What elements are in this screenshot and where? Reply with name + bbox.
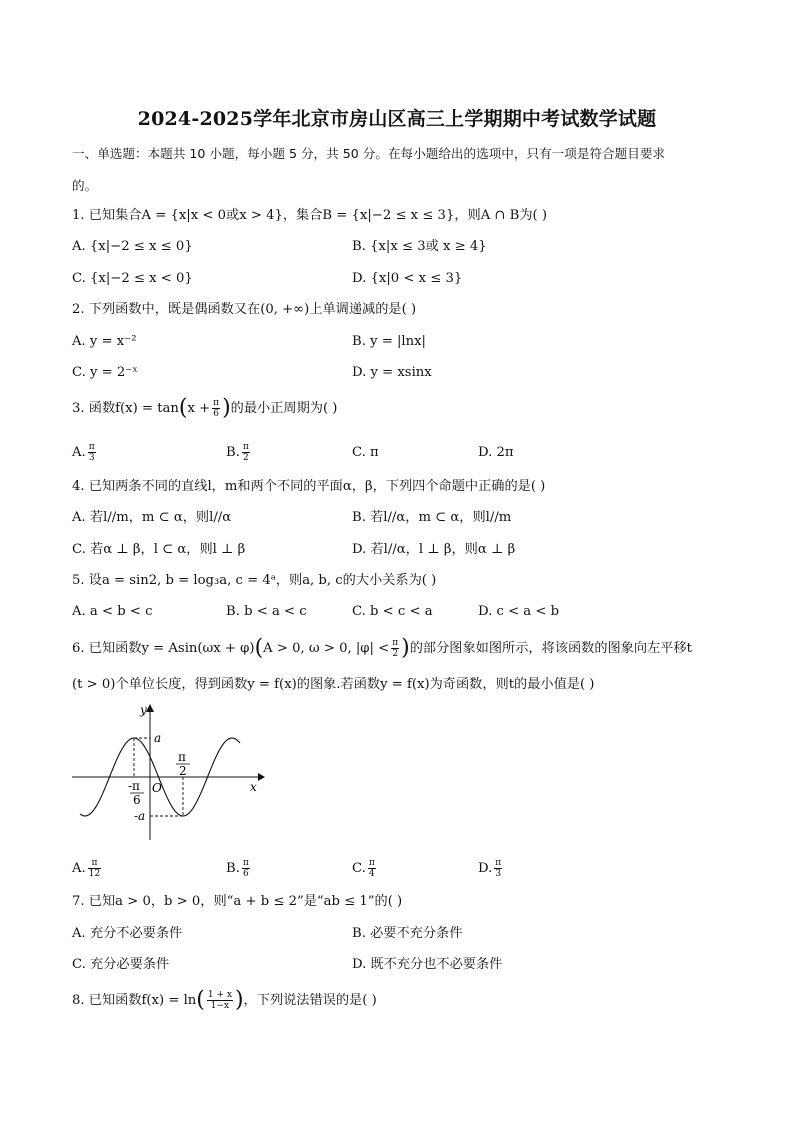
fraction-numerator: π	[242, 442, 249, 452]
fraction-numerator: 1 + x	[207, 990, 232, 1000]
question-3-stem	[72, 395, 338, 421]
fraction-denominator: 2	[242, 453, 249, 463]
question-6-option-d	[478, 858, 504, 879]
amplitude-label: a	[154, 731, 162, 745]
fraction-denominator: 4	[368, 869, 375, 879]
question-3-option-d: D. 2π	[478, 445, 514, 460]
question-1-option-d: D. {x|0 < x ≤ 3}	[352, 271, 463, 286]
option-label: D.	[478, 861, 493, 876]
fraction-denominator: 3	[88, 453, 95, 463]
fraction-numerator: π	[242, 858, 249, 868]
option-fraction	[88, 858, 101, 879]
fraction-denominator: 1−x	[210, 1001, 230, 1011]
option-label: C.	[352, 861, 366, 876]
question-3-option-b	[226, 442, 252, 463]
section-heading-line-2: 的。	[72, 178, 98, 193]
question-5-option-a: A. a < b < c	[72, 604, 153, 619]
question-2-option-a: A. y = x⁻²	[72, 334, 137, 349]
fraction-numerator: π	[392, 638, 399, 648]
question-3-stem-suffix: 的最小正周期为( )	[230, 401, 338, 416]
question-6-condition: A > 0, ω > 0, |φ| <	[263, 641, 390, 656]
question-4-option-a: A. 若l//m，m ⊂ α，则l//α	[72, 510, 232, 525]
fraction-denominator: 12	[88, 869, 101, 879]
question-6-option-b	[226, 858, 252, 879]
fraction-numerator: π	[213, 398, 220, 408]
right-paren: )	[401, 635, 410, 661]
option-label: A.	[72, 445, 86, 460]
fraction-denominator: 6	[242, 869, 249, 879]
question-8-stem-prefix: 8. 已知函数f(x) = ln	[72, 993, 197, 1008]
fraction-numerator: π	[88, 442, 95, 452]
origin-label: O	[152, 781, 162, 795]
option-fraction	[88, 442, 96, 463]
question-5-option-c: C. b < c < a	[352, 604, 433, 619]
question-3-option-a	[72, 442, 98, 463]
option-label: B.	[226, 861, 240, 876]
question-4-stem: 4. 已知两条不同的直线l，m和两个不同的平面α，β，下列四个命题中正确的是( )	[72, 479, 546, 494]
question-7-option-b: B. 必要不充分条件	[352, 926, 463, 941]
question-2-option-d: D. y = xsinx	[352, 365, 432, 380]
fraction-denominator: 2	[392, 649, 399, 659]
question-6-stem-line-2: (t > 0)个单位长度，得到函数y = f(x)的图象.若函数y = f(x)为奇函数，则t的最小值是( )	[72, 677, 595, 692]
sine-graph	[70, 700, 265, 845]
question-8-fraction	[207, 990, 233, 1011]
question-4-option-c: C. 若α ⊥ β，l ⊂ α，则l ⊥ β	[72, 542, 246, 557]
question-6-stem-suffix: 的部分图象如图所示，将该函数的图象向左平移t	[409, 641, 692, 656]
page-title: 2024-2025学年北京市房山区高三上学期期中考试数学试题	[137, 108, 657, 130]
left-paren: (	[196, 987, 205, 1013]
x-axis-arrow	[258, 773, 265, 781]
fraction-numerator: π	[88, 858, 101, 869]
question-2-option-c: C. y = 2⁻ˣ	[72, 365, 138, 380]
question-3-option-c: C. π	[352, 445, 379, 460]
question-6-fraction	[391, 638, 399, 659]
left-paren: (	[254, 635, 264, 661]
y-axis-arrow	[146, 704, 154, 712]
pi-numerator-label: π	[178, 750, 186, 764]
question-6-stem	[72, 635, 692, 661]
neg-pi-denominator-label: 6	[133, 793, 141, 807]
x-axis-label: x	[250, 780, 257, 794]
fraction-denominator: 3	[495, 869, 502, 879]
question-8-stem	[72, 987, 377, 1013]
question-6-option-a	[72, 858, 103, 879]
question-7-option-d: D. 既不充分也不必要条件	[352, 957, 503, 972]
question-7-option-a: A. 充分不必要条件	[72, 926, 183, 941]
left-paren: (	[178, 395, 188, 421]
fraction-numerator: π	[495, 858, 502, 868]
option-fraction	[368, 858, 376, 879]
question-1-stem: 1. 已知集合A = {x|x < 0或x > 4}，集合B = {x|−2 ≤ x ≤ 3}，则A ∩ B为( )	[72, 208, 548, 223]
question-5-stem: 5. 设a = sin2, b = log₃a, c = 4ᵃ，则a, b, c的大小关系为( )	[72, 573, 437, 588]
question-1-option-c: C. {x|−2 ≤ x < 0}	[72, 271, 193, 286]
right-paren: )	[234, 987, 244, 1013]
question-5-option-d: D. c < a < b	[478, 604, 560, 619]
question-3-fraction	[212, 398, 220, 419]
question-4-option-d: D. 若l//α，l ⊥ β，则α ⊥ β	[352, 542, 516, 557]
fraction-numerator: π	[368, 858, 375, 868]
question-8-stem-suffix: ，下列说法错误的是( )	[243, 993, 377, 1008]
right-paren: )	[222, 395, 231, 421]
question-2-option-b: B. y = |lnx|	[352, 334, 426, 349]
question-3-stem-prefix: 3. 函数f(x) = tan	[72, 401, 179, 416]
section-heading-line-1: 一、单选题：本题共 10 小题，每小题 5 分，共 50 分。在每小题给出的选项中，只有一项是符合题目要求	[72, 146, 666, 161]
option-fraction	[242, 442, 250, 463]
fraction-denominator: 6	[213, 409, 219, 419]
question-3-stem-x: x +	[187, 401, 211, 416]
y-axis-label: y	[140, 703, 147, 717]
option-label: B.	[226, 445, 240, 460]
pi-denominator-label: 2	[179, 764, 187, 778]
option-label: A.	[72, 861, 86, 876]
negative-amplitude-label: -a	[134, 809, 146, 823]
question-6-option-c	[352, 858, 378, 879]
question-6-stem-prefix: 6. 已知函数y = Asin(ωx + φ)	[72, 641, 255, 656]
option-fraction	[242, 858, 250, 879]
question-5-option-b: B. b < a < c	[226, 604, 307, 619]
question-1-option-b: B. {x|x ≤ 3或 x ≥ 4}	[352, 239, 487, 254]
option-fraction	[494, 858, 502, 879]
question-7-option-c: C. 充分必要条件	[72, 957, 170, 972]
question-1-option-a: A. {x|−2 ≤ x ≤ 0}	[72, 239, 193, 254]
neg-pi-numerator-label: -π	[128, 779, 140, 793]
question-7-stem: 7. 已知a > 0，b > 0，则“a + b ≤ 2”是“ab ≤ 1”的( )	[72, 894, 403, 909]
question-2-stem: 2. 下列函数中，既是偶函数又在(0, +∞)上单调递减的是( )	[72, 302, 417, 317]
question-4-option-b: B. 若l//α，m ⊂ α，则l//m	[352, 510, 512, 525]
